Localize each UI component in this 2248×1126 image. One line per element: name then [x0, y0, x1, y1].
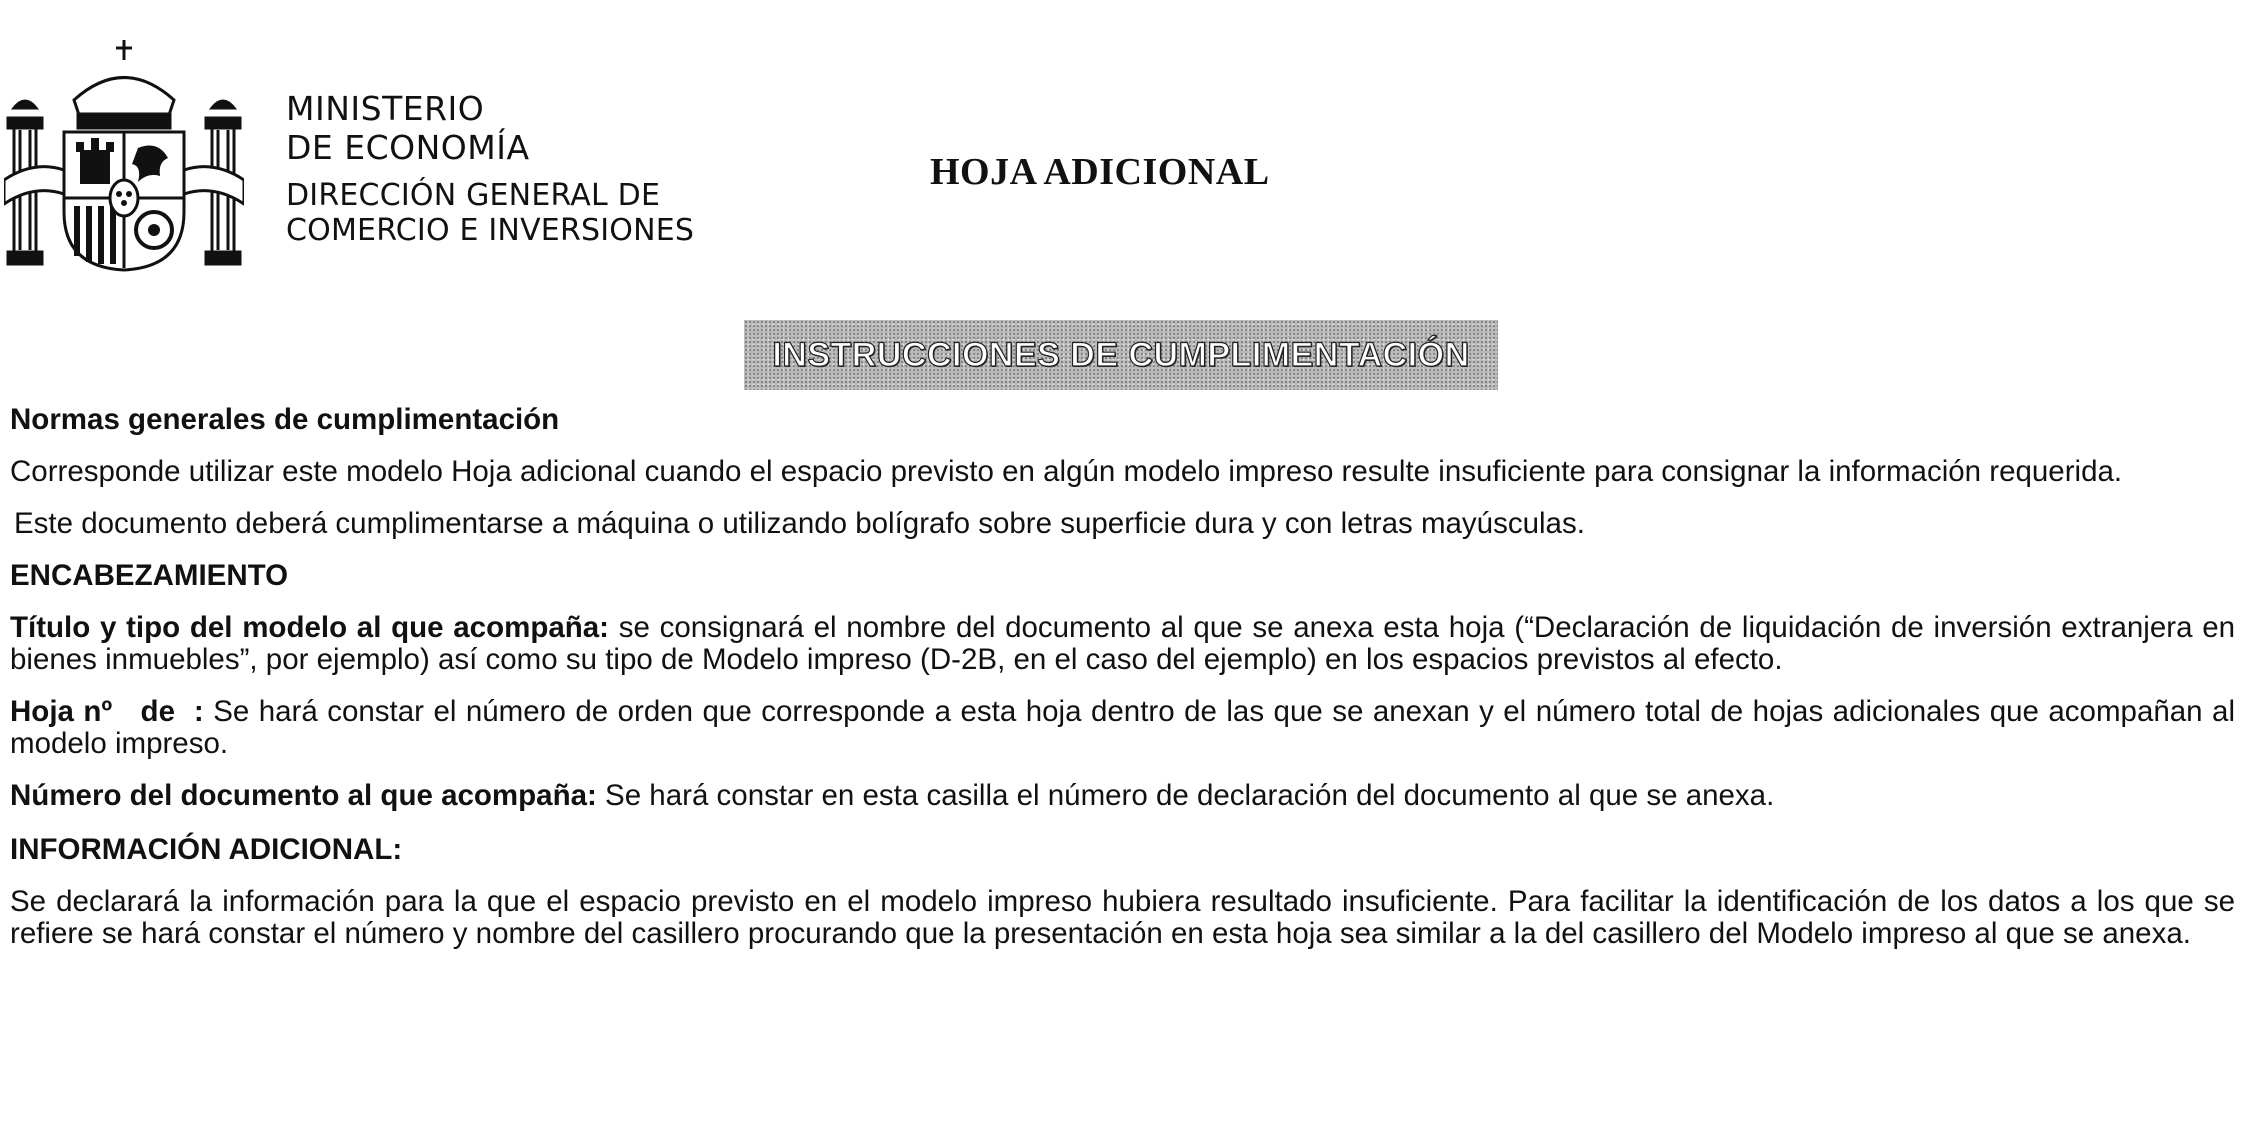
encabezamiento-heading: ENCABEZAMIENTO — [10, 559, 289, 592]
info-adicional-heading: INFORMACIÓN ADICIONAL: — [10, 833, 403, 866]
general-rules-paragraph-2: Este documento deberá cumplimentarse a máquina o utilizando bolígrafo sobre superficie dura y con letras mayúsculas. — [14, 507, 1585, 540]
general-rules-paragraph-1: Corresponde utilizar este modelo Hoja adicional cuando el espacio previsto en algún modelo impreso resulte insuficiente para consignar la información requerida. — [10, 455, 2123, 488]
directorate-line1: DIRECCIÓN GENERAL DE — [286, 177, 661, 213]
ministry-block — [286, 90, 694, 249]
info-adicional-paragraph: Se declarará la información para la que el espacio previsto en el modelo impreso hubiera resultado insuficiente. Para facilitar la identificación de los datos a los que se refiere se hará constar el número y nombre del casillero procurando que la presentación en esta hoja sea similar a la del casillero del Modelo impreso al que se anexa. — [10, 885, 2235, 950]
instructions-content — [10, 404, 2235, 970]
hoja-paragraph — [10, 696, 2235, 760]
directorate-line2: COMERCIO E INVERSIONES — [286, 213, 695, 249]
hoja-lead: Hoja nº de : — [10, 695, 204, 728]
document-title: HOJA ADICIONAL — [930, 151, 1270, 193]
instructions-banner-label: INSTRUCCIONES DE CUMPLIMENTACIÓN — [772, 335, 1470, 374]
instructions-banner — [744, 320, 1498, 390]
numero-lead: Número del documento al que acompaña: — [10, 779, 597, 812]
numero-text: Se hará constar en esta casilla el número de declaración del documento al que se anexa. — [596, 779, 1775, 812]
ministry-name-line2: DE ECONOMÍA — [286, 127, 530, 167]
titulo-text: se consignará el nombre del documento al que se anexa esta hoja (“Declaración de liquidación de inversión extranjera en bienes inmuebles”, por ejemplo) así como su tipo de Modelo impreso (D-2B, en el caso del ejemplo) en los espacios previstos al efecto. — [10, 611, 2236, 676]
hoja-text: Se hará constar el número de orden que corresponde a esta hoja dentro de las que se anexan y el número total de hojas adicionales que acompañan al modelo impreso. — [10, 695, 2235, 760]
spain-coat-of-arms-icon — [4, 30, 244, 275]
titulo-lead: Título y tipo del modelo al que acompaña: — [10, 611, 610, 644]
titulo-paragraph — [10, 612, 2235, 676]
general-rules-heading: Normas generales de cumplimentación — [10, 403, 560, 436]
numero-paragraph — [10, 780, 2235, 812]
ministry-name-line1: MINISTERIO — [286, 89, 485, 128]
